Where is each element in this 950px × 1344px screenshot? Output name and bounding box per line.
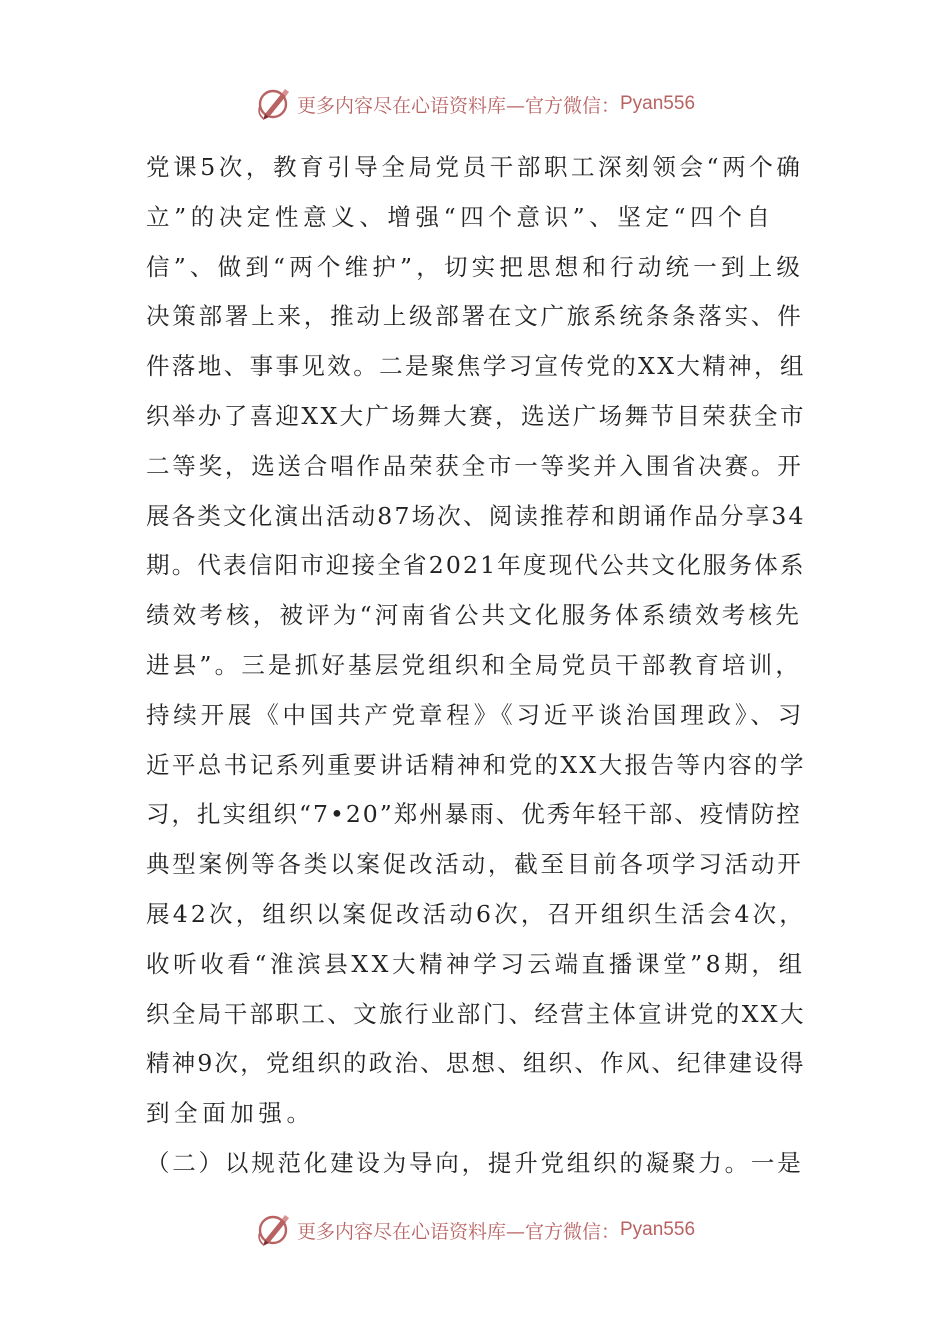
pen-logo-icon xyxy=(255,1210,295,1250)
body-line: 织全局干部职工、文旅行业部门、经营主体宣讲党的XX大 xyxy=(146,999,806,1028)
body-line: 期。代表信阳市迎接全省2021年度现代公共文化服务体系 xyxy=(146,551,806,580)
body-line: 展各类文化演出活动87场次、阅读推荐和朗诵作品分享34 xyxy=(146,501,806,530)
watermark-id: Pyan556 xyxy=(620,1219,696,1240)
body-line: 信”、做到“两个维护”，切实把思想和行动统一到上级 xyxy=(146,252,805,281)
body-line: 近平总书记系列重要讲话精神和党的XX大报告等内容的学 xyxy=(146,750,806,779)
body-line: 件落地、事事见效。二是聚焦学习宣传党的XX大精神，组 xyxy=(146,352,806,381)
body-line: 绩效考核，被评为“河南省公共文化服务体系绩效考核先 xyxy=(146,601,803,630)
body-line: 党课5次，教育引导全局党员干部职工深刻领会“两个确 xyxy=(146,153,804,181)
body-line: 织举办了喜迎XX大广场舞大赛，选送广场舞节目荣获全市 xyxy=(146,401,806,430)
body-line: 精神9次，党组织的政治、思想、组织、作风、纪律建设得 xyxy=(146,1049,806,1078)
body-line: 持续开展《中国共产党章程》《习近平谈治国理政》、习 xyxy=(146,700,805,729)
pen-logo-icon xyxy=(255,84,295,124)
body-line: 进县”。三是抓好基层党组织和全局党员干部教育培训， xyxy=(146,650,803,679)
footer-watermark xyxy=(0,1206,950,1254)
watermark-text: 更多内容尽在心语资料库—官方微信： xyxy=(296,1220,620,1243)
watermark-text: 更多内容尽在心语资料库—官方微信： xyxy=(296,94,620,117)
body-line: 立”的决定性意义、增强“四个意识”、坚定“四个自 xyxy=(146,202,775,231)
body-line: 收听收看“淮滨县XX大精神学习云端直播课堂”8期，组 xyxy=(146,949,806,978)
body-line: 习，扎实组织“7•20”郑州暴雨、优秀年轻干部、疫情防控 xyxy=(146,800,802,829)
body-line: 二等奖，选送合唱作品荣获全市一等奖并入围省决赛。开 xyxy=(146,451,804,480)
body-line: 展42次，组织以案促改活动6次，召开组织生活会4次， xyxy=(146,899,807,928)
body-line: 典型案例等各类以案促改活动，截至目前各项学习活动开 xyxy=(146,850,804,879)
watermark-id: Pyan556 xyxy=(620,93,696,114)
body-line: 决策部署上来，推动上级部署在文广旅系统条条落实、件 xyxy=(146,302,804,331)
body-line: 到全面加强。 xyxy=(146,1099,315,1128)
header-watermark xyxy=(0,80,950,128)
section-heading-line: （二）以规范化建设为导向，提升党组织的凝聚力。一是 xyxy=(146,1148,804,1177)
document-body xyxy=(146,143,806,1189)
